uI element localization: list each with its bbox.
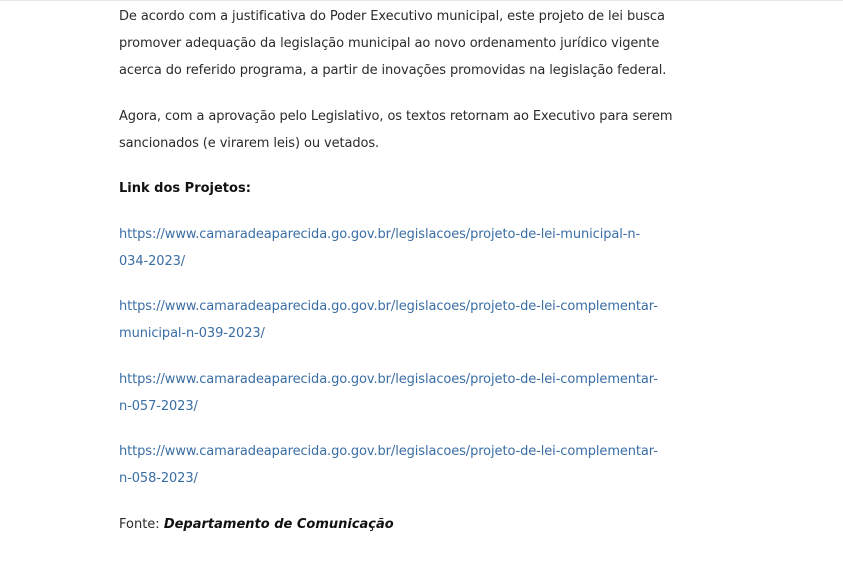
- link-line: municipal-n-039-2023/: [119, 326, 265, 341]
- paragraph-line: Agora, com a aprovação pelo Legislativo, os textos retornam ao Executivo para serem: [119, 109, 673, 124]
- link-line: https://www.camaradeaparecida.go.gov.br/legislacoes/projeto-de-lei-complementar-: [119, 444, 658, 459]
- source-label: Fonte:: [119, 517, 164, 532]
- project-link-034-2023[interactable]: [119, 221, 699, 275]
- paragraph-line: promover adequação da legislação municipal ao novo ordenamento jurídico vigente: [119, 36, 660, 51]
- link-line: 034-2023/: [119, 254, 186, 269]
- link-line: https://www.camaradeaparecida.go.gov.br/legislacoes/projeto-de-lei-complementar-: [119, 372, 658, 387]
- top-divider: [0, 0, 843, 1]
- justification-paragraph: [119, 3, 709, 84]
- source-department: Departamento de Comunicação: [163, 517, 394, 532]
- source-credit: [119, 511, 394, 538]
- link-line: https://www.camaradeaparecida.go.gov.br/legislacoes/projeto-de-lei-municipal-n-: [119, 227, 641, 242]
- approval-paragraph: [119, 103, 709, 157]
- links-heading: Link dos Projetos:: [119, 181, 251, 196]
- paragraph-line: acerca do referido programa, a partir de inovações promovidas na legislação federal.: [119, 63, 667, 78]
- project-link-057-2023[interactable]: [119, 366, 699, 420]
- link-line: https://www.camaradeaparecida.go.gov.br/legislacoes/projeto-de-lei-complementar-: [119, 299, 658, 314]
- paragraph-line: sancionados (e virarem leis) ou vetados.: [119, 136, 380, 151]
- link-line: n-058-2023/: [119, 471, 198, 486]
- project-link-058-2023[interactable]: [119, 438, 699, 492]
- link-line: n-057-2023/: [119, 399, 198, 414]
- project-link-039-2023[interactable]: [119, 293, 699, 347]
- paragraph-line: De acordo com a justificativa do Poder Executivo municipal, este projeto de lei busca: [119, 9, 665, 24]
